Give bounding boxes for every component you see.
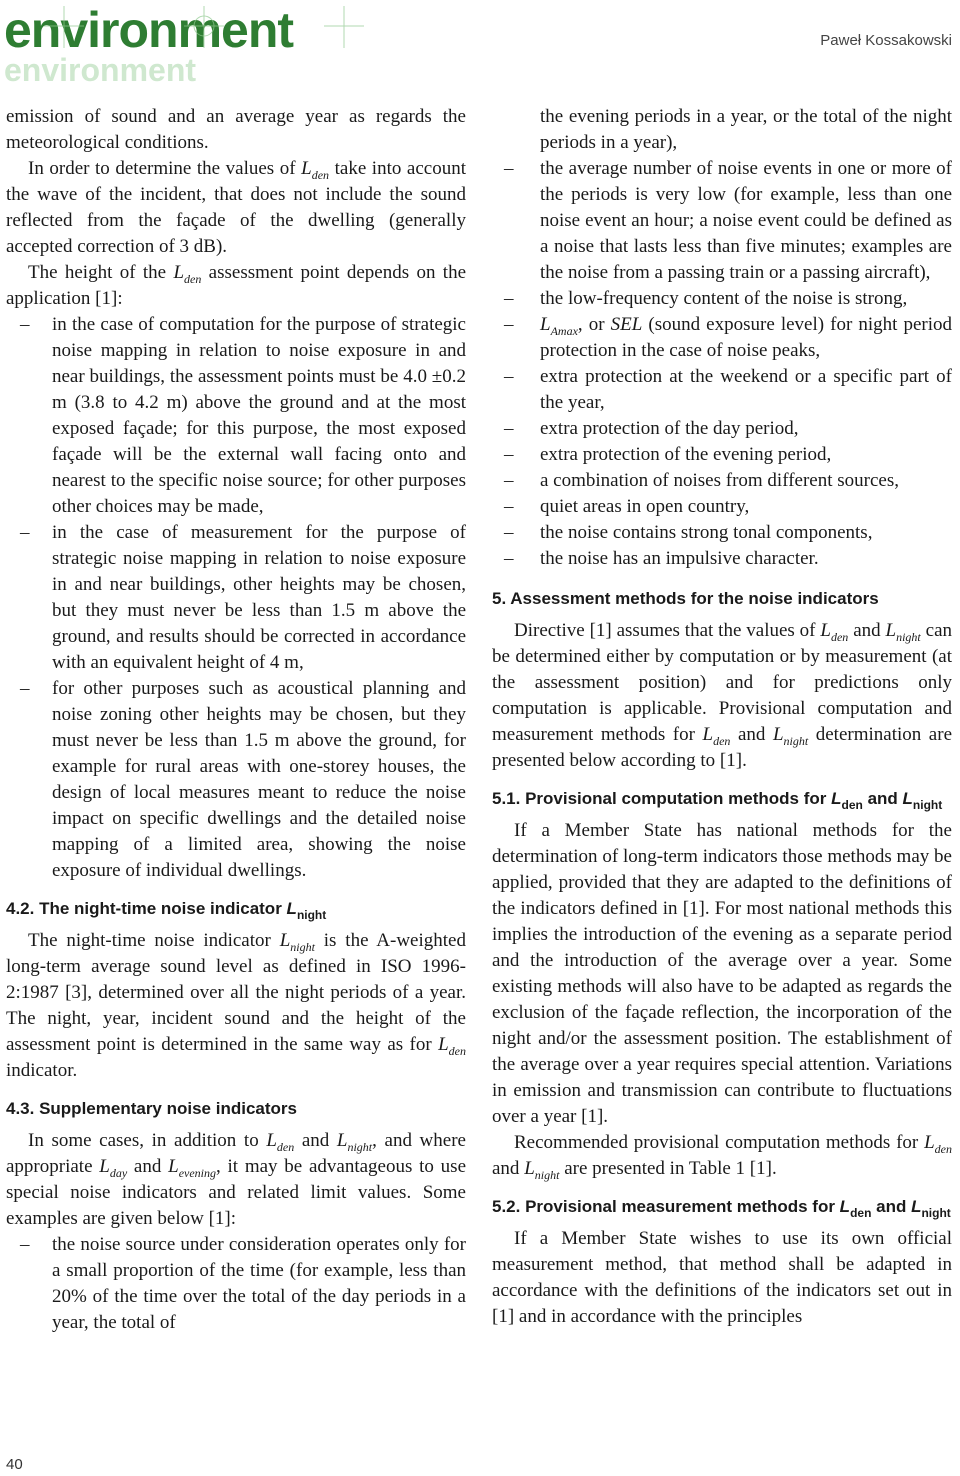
list-item: – a combination of noises from different sources, [504, 470, 899, 491]
list-item: – extra protection of the day period, [504, 418, 799, 439]
paragraph: If a Member State has national methods for the determination of long-term indicators those methods may be applied, provided that they are adapted to the definitions of the indicators defined in [1]. For most national methods this implies the introduction of the evening as a separate period and the introduction of the average over a year. Some existing methods will also have to be adapted as regards the exclusion of the façade reflection, the incorporation of the night and/or the assessment position. The establishment of the average over a year requires special attention. Variations in emission and transmission can contribute to fluctuations over a year [1]. [492, 820, 952, 1127]
section-heading: 5.1. Provisional computation methods for $L_{den}$ and $L_{night}$ [492, 789, 943, 812]
list-item: – $L_{Amax}$, or SEL (sound exposure level) for night period protection in the case of noise peaks, [504, 314, 953, 361]
section-heading: 5. Assessment methods for the noise indicators [492, 589, 879, 608]
dash-list [6, 1232, 466, 1336]
section-heading: 4.3. Supplementary noise indicators [6, 1099, 297, 1118]
paragraph: Directive [1] assumes that the values of $L_{den}$ and $L_{night}$ can be determined either by computation or by measurement (at the assessment position) and for predictions only computation is applicable. Provisional computation and measurement methods for $L_{den}$ and $L_{night}$ determination are presented below according to [1]. [492, 620, 953, 771]
list-item: – for other purposes such as acoustical planning and noise zoning other heights may be chosen, but they must never be less than 1.5 m above the ground, for example for rural areas with one-storey houses, the design of local measures meant to reduce the noise impact on specific dwellings and the detailed noise mapping of a limited area, showing the noise exposure of individual dwellings. [20, 678, 466, 881]
list-item: – quiet areas in open country, [504, 496, 750, 517]
paragraph: In some cases, in addition to $L_{den}$ and $L_{night}$, and where appropriate $L_{day}$ and $L_{evening}$, it may be advantageous to use special noise indicators and related limit values. Some examples are given below [1]: [6, 1130, 467, 1229]
paragraph: the evening periods in a year, or the total of the night periods in a year), [540, 106, 952, 153]
logo-crosshair-icon [4, 2, 384, 62]
paragraph: Recommended provisional computation methods for $L_{den}$ and $L_{night}$ are presented in Table 1 [1]. [492, 1132, 952, 1182]
list-item: – the noise contains strong tonal components, [504, 522, 873, 543]
page-number: 40 [6, 1456, 23, 1473]
dash-list [6, 312, 466, 884]
paragraph: The night-time noise indicator $L_{night}$ is the A-weighted long-term average sound level as defined in ISO 1996-2:1987 [3], determined over all the night periods of a year. The night, year, incident sound and the height of the assessment point is determined in the same way as for $L_{den}$ indicator. [6, 930, 466, 1081]
list-item: – the low-frequency content of the noise is strong, [504, 288, 908, 309]
paragraph: emission of sound and an average year as regards the meteorological conditions. [6, 106, 466, 153]
section-heading: 4.2. The night-time noise indicator $L_{night}$ [6, 899, 327, 922]
paragraph: If a Member State wishes to use its own official measurement method, that method shall be adapted in accordance with the definitions of the indicators set out in [1] and in accordance with the principles [492, 1228, 952, 1327]
journal-logo [4, 2, 384, 94]
list-item: – the noise has an impulsive character. [504, 548, 819, 569]
list-item: – in the case of computation for the purpose of strategic noise mapping in relation to noise exposure in and near buildings, the assessment points must be 4.0 ±0.2 m (3.8 to 4.2 m) above the ground and at the most exposed façade; for this purpose, the most exposed façade will be the external wall facing onto and nearest to the specific noise source; for other purposes other choices may be made, [20, 314, 466, 517]
list-item: – the noise source under consideration operates only for a small proportion of the time (for example, less than 20% of the time over the total of the day periods in a year, the total of [20, 1234, 466, 1333]
paragraph: The height of the $L_{den}$ assessment point depends on the application [1]: [6, 262, 466, 309]
paragraph: In order to determine the values of $L_{den}$ take into account the wave of the incident, that does not include the sound reflected from the façade of the dwelling (generally accepted correction of 3 dB). [6, 158, 467, 257]
list-item: – extra protection of the evening period, [504, 444, 832, 465]
logo-ghost-text: environment [4, 52, 197, 88]
left-column [6, 104, 466, 1336]
right-column [492, 104, 952, 1330]
list-item: – extra protection at the weekend or a specific part of the year, [504, 366, 952, 413]
logo-text: environment [4, 2, 294, 58]
author-name: Paweł Kossakowski [820, 32, 952, 49]
section-heading: 5.2. Provisional measurement methods for $L_{den}$ and $L_{night}$ [492, 1197, 951, 1220]
list-item: – the average number of noise events in one or more of the periods is very low (for example, less than one noise event an hour; a noise event could be defined as a noise that lasts less than five minutes; examples are the noise from a passing train or a passing aircraft), [504, 158, 952, 283]
dash-list [492, 156, 952, 572]
list-item: – in the case of measurement for the purpose of strategic noise mapping in relation to noise exposure in and near buildings, other heights may be chosen, but they must never be less than 1.5 m above the ground, and results should be corrected in accordance with an equivalent height of 4 m, [20, 522, 466, 673]
